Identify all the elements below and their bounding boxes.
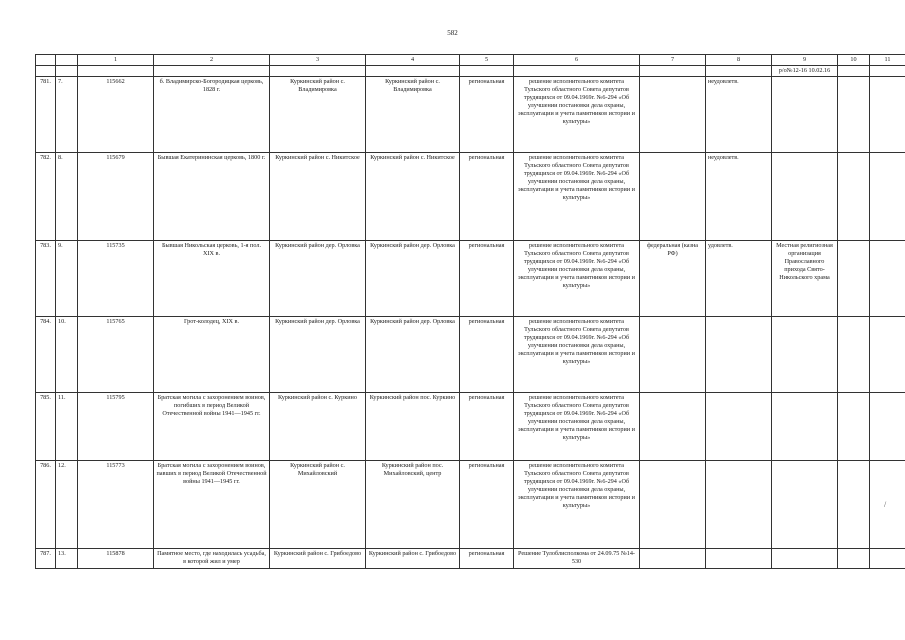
category: региональная: [460, 153, 514, 241]
ownership: [640, 393, 706, 461]
table-row: [36, 317, 905, 393]
table-row: [36, 241, 905, 317]
column-number: 5: [460, 55, 514, 66]
row-number: 785.: [36, 393, 56, 461]
district-address: Куркинский район дер. Орловка: [270, 241, 366, 317]
ownership: [640, 549, 706, 569]
condition: [706, 549, 772, 569]
category: региональная: [460, 241, 514, 317]
object-name: Бывшая Екатерининская церковь, 1800 г.: [154, 153, 270, 241]
condition: удовлетв.: [706, 241, 772, 317]
object-code: 115662: [78, 77, 154, 153]
column-number: 11: [870, 55, 905, 66]
ownership: [640, 461, 706, 549]
column-11: [870, 549, 905, 569]
column-11: [870, 317, 905, 393]
table-row: [36, 461, 905, 549]
row-subnumber: 9.: [56, 241, 78, 317]
legal-document: решение исполнительного комитета Тульского областного Совета депутатов трудящихся от 09.04.1969г. №6-294 «Об улучшении постановки дела охраны, эксплуатации и учета памятников истории и культуры»: [514, 241, 640, 317]
table-row: [36, 153, 905, 241]
legal-document: решение исполнительного комитета Тульского областного Совета депутатов трудящихся от 09.04.1969г. №6-294 «Об улучшении постановки дела охраны, эксплуатации и учета памятников истории и культуры»: [514, 393, 640, 461]
locality-address: Куркинский район дер. Орловка: [366, 241, 460, 317]
user-organization: [772, 77, 838, 153]
column-10: [838, 549, 870, 569]
column-number: 7: [640, 55, 706, 66]
column-number: 2: [154, 55, 270, 66]
category: региональная: [460, 393, 514, 461]
object-name: Братская могила с захоронением воинов, погибших в период Великой Отечественной войны 1941—1945 гг.: [154, 393, 270, 461]
column-10: [838, 153, 870, 241]
column-number: [56, 55, 78, 66]
object-name: Грот-колодец, XIX в.: [154, 317, 270, 393]
column-11: [870, 241, 905, 317]
object-code: 115773: [78, 461, 154, 549]
object-code: 115679: [78, 153, 154, 241]
column-number: 3: [270, 55, 366, 66]
column-10: [838, 241, 870, 317]
district-address: Куркинский район с. Михайловский: [270, 461, 366, 549]
object-name: Памятное место, где находилась усадьба, в которой жил и умер: [154, 549, 270, 569]
row-number: 781.: [36, 77, 56, 153]
ownership: [640, 77, 706, 153]
locality-address: Куркинский район пос. Михайловский, центр: [366, 461, 460, 549]
column-10: [838, 317, 870, 393]
district-address: Куркинский район с. Грибоедово: [270, 549, 366, 569]
district-address: Куркинский район с. Владимировка: [270, 77, 366, 153]
condition: [706, 461, 772, 549]
district-address: Куркинский район дер. Орловка: [270, 317, 366, 393]
object-name: Бывшая Никольская церковь, 1-я пол. XIX в.: [154, 241, 270, 317]
legal-document: решение исполнительного комитета Тульского областного Совета депутатов трудящихся от 09.04.1969г. №6-294 «Об улучшении постановки дела охраны, эксплуатации и учета памятников истории и культуры»: [514, 153, 640, 241]
object-code: 115765: [78, 317, 154, 393]
user-organization: [772, 317, 838, 393]
column-10: [838, 77, 870, 153]
table-row: [36, 77, 905, 153]
object-name: Братская могила с захоронением воинов, павших в период Великой Отечественной войны 1941—1945 гг.: [154, 461, 270, 549]
row-subnumber: 11.: [56, 393, 78, 461]
legal-document: Решение Тулоблисполкома от 24.09.75 №14-530: [514, 549, 640, 569]
table-row: [36, 393, 905, 461]
column-number: 4: [366, 55, 460, 66]
row-subnumber: 7.: [56, 77, 78, 153]
ownership: [640, 317, 706, 393]
ownership: [640, 153, 706, 241]
user-organization: [772, 461, 838, 549]
monuments-register-table: [35, 54, 905, 569]
column-11: [870, 393, 905, 461]
locality-address: Куркинский район с. Грибоедово: [366, 549, 460, 569]
margin-mark: /: [884, 500, 887, 509]
column-10: [838, 461, 870, 549]
category: региональная: [460, 461, 514, 549]
row-subnumber: 13.: [56, 549, 78, 569]
row-number: 787.: [36, 549, 56, 569]
column-11: [870, 77, 905, 153]
object-name: б. Владимирско-Богородицкая церковь, 1828 г.: [154, 77, 270, 153]
column-number: 1: [78, 55, 154, 66]
column-number: 9: [772, 55, 838, 66]
category: региональная: [460, 317, 514, 393]
row-subnumber: 12.: [56, 461, 78, 549]
locality-address: Куркинский район с. Владимировка: [366, 77, 460, 153]
subheader-row: [36, 66, 905, 77]
condition: неудовлетв.: [706, 77, 772, 153]
user-organization: [772, 549, 838, 569]
object-code: 115795: [78, 393, 154, 461]
page-number: 582: [447, 29, 458, 37]
row-number: 784.: [36, 317, 56, 393]
column-10: [838, 393, 870, 461]
user-organization: [772, 153, 838, 241]
condition: неудовлетв.: [706, 153, 772, 241]
row-subnumber: 8.: [56, 153, 78, 241]
condition: [706, 317, 772, 393]
condition: [706, 393, 772, 461]
column-11: [870, 461, 905, 549]
locality-address: Куркинский район дер. Орловка: [366, 317, 460, 393]
district-address: Куркинский район с. Никитское: [270, 153, 366, 241]
row-number: 786.: [36, 461, 56, 549]
table-row: [36, 549, 905, 569]
column-number: 6: [514, 55, 640, 66]
locality-address: Куркинский район пос. Куркино: [366, 393, 460, 461]
column-number-row: [36, 55, 905, 66]
column-number: [36, 55, 56, 66]
object-code: 115878: [78, 549, 154, 569]
ownership: федеральная (казна РФ): [640, 241, 706, 317]
object-code: 115735: [78, 241, 154, 317]
row-number: 782.: [36, 153, 56, 241]
row-number: 783.: [36, 241, 56, 317]
column-number: 8: [706, 55, 772, 66]
row-subnumber: 10.: [56, 317, 78, 393]
user-organization: [772, 393, 838, 461]
legal-document: решение исполнительного комитета Тульского областного Совета депутатов трудящихся от 09.04.1969г. №6-294 «Об улучшении постановки дела охраны, эксплуатации и учета памятников истории и культуры»: [514, 317, 640, 393]
district-address: Куркинский район с. Куркино: [270, 393, 366, 461]
legal-document: решение исполнительного комитета Тульского областного Совета депутатов трудящихся от 09.04.1969г. №6-294 «Об улучшении постановки дела охраны, эксплуатации и учета памятников истории и культуры»: [514, 77, 640, 153]
legal-document: решение исполнительного комитета Тульского областного Совета депутатов трудящихся от 09.04.1969г. №6-294 «Об улучшении постановки дела охраны, эксплуатации и учета памятников истории и культуры»: [514, 461, 640, 549]
user-organization: Местная религиозная организация Православного прихода Свято-Никольского храма: [772, 241, 838, 317]
column-11: [870, 153, 905, 241]
column-number: 10: [838, 55, 870, 66]
subheader-note: р/о№12-16 10.02.16: [772, 66, 838, 77]
category: региональная: [460, 77, 514, 153]
category: региональная: [460, 549, 514, 569]
locality-address: Куркинский район с. Никитское: [366, 153, 460, 241]
